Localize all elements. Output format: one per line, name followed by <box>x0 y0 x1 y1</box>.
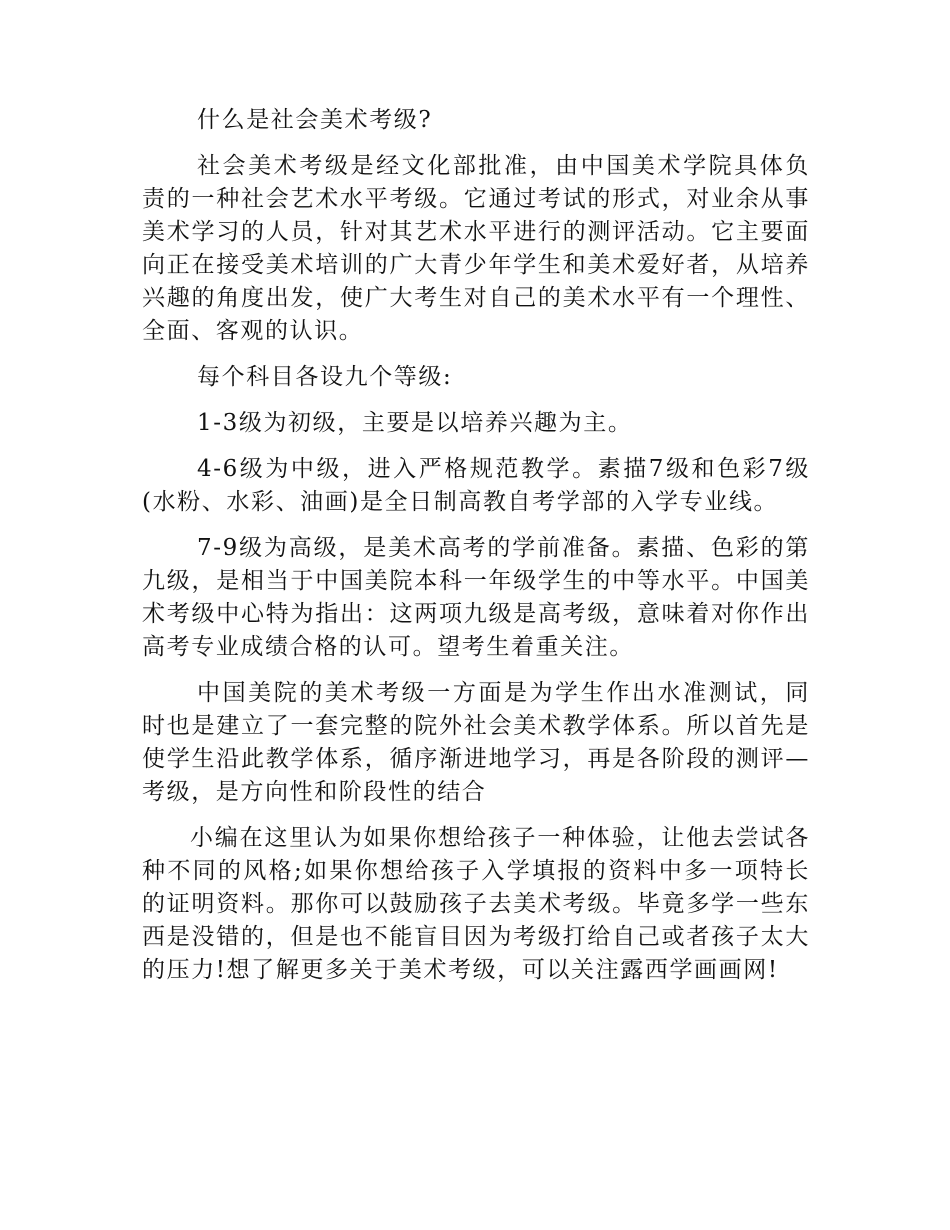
paragraph-level-advanced: 7-9级为高级，是美术高考的学前准备。素描、色彩的第九级，是相当于中国美院本科一年级学生的中等水平。中国美术考级中心特为指出：这两项九级是高考级，意味着对你作出高考专业成绩合格的认可。望考生着重关注。 <box>142 535 810 660</box>
paragraph-intro: 社会美术考级是经文化部批准，由中国美术学院具体负责的一种社会艺术水平考级。它通过考试的形式，对业余从事美术学习的人员，针对其艺术水平进行的测评活动。它主要面向正在接受美术培训的广大青少年学生和美术爱好者，从培养兴趣的角度出发，使广大考生对自己的美术水平有一个理性、全面、客观的认识。 <box>142 153 810 344</box>
paragraph-levels-intro: 每个科目各设九个等级: <box>197 364 453 390</box>
paragraph-system: 中国美院的美术考级一方面是为学生作出水准测试，同时也是建立了一套完整的院外社会美术教学体系。所以首先是使学生沿此教学体系，循序渐进地学习，再是各阶段的测评—考级，是方向性和阶段性的结合 <box>142 680 810 805</box>
paragraph-editor-note: 小编在这里认为如果你想给孩子一种体验，让他去尝试各种不同的风格;如果你想给孩子入学填报的资料中多一项特长的证明资料。那你可以鼓励孩子去美术考级。毕竟多学一些东西是没错的，但是也不能盲目因为考级打给自己或者孩子太大的压力!想了解更多关于美术考级，可以关注露西学画画网! <box>142 825 810 983</box>
paragraph-level-intermediate: 4-6级为中级，进入严格规范教学。素描7级和色彩7级(水粉、水彩、油画)是全日制高教自考学部的入学专业线。 <box>142 456 810 515</box>
paragraph-level-beginner: 1-3级为初级，主要是以培养兴趣为主。 <box>197 410 633 436</box>
heading-question: 什么是社会美术考级? <box>197 107 433 133</box>
document-page <box>142 104 810 1000</box>
